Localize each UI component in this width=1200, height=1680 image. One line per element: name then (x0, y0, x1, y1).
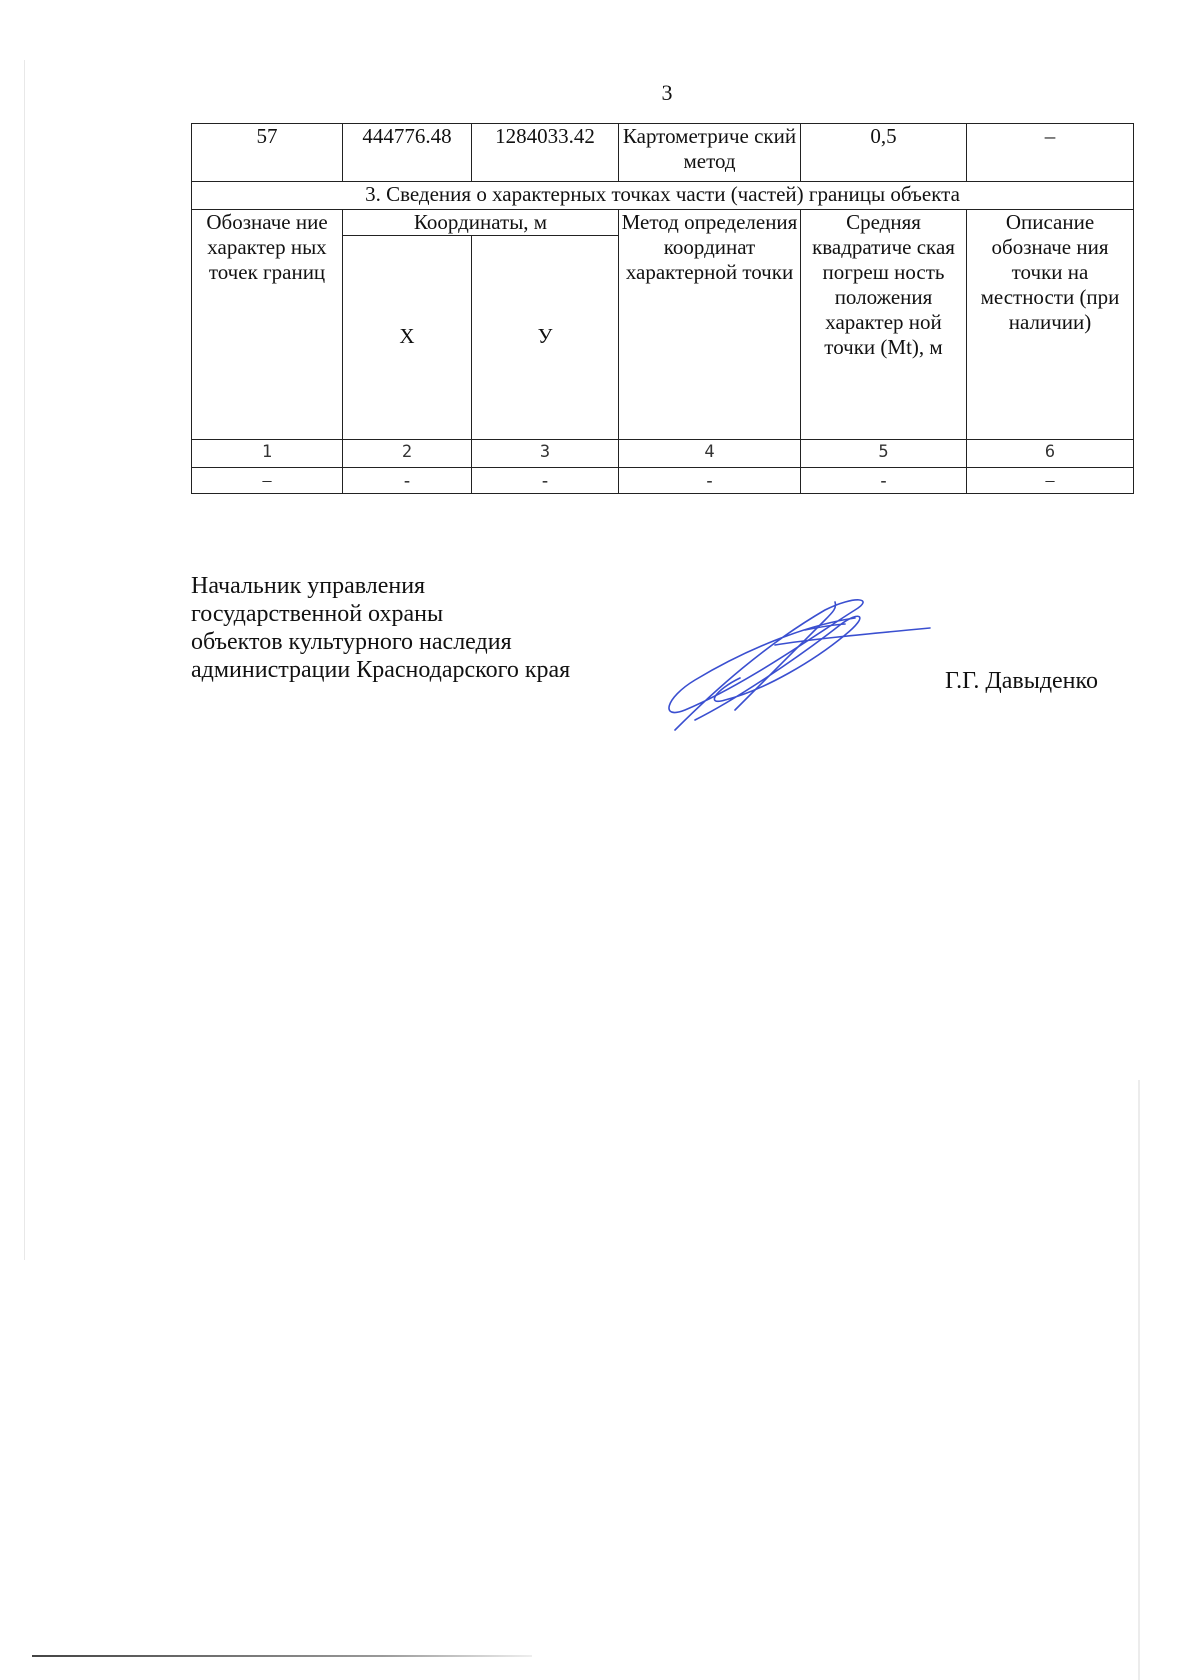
dash-cell: - (343, 468, 472, 494)
header-point-designation: Обозначе ние характер ных точек границ (192, 210, 343, 440)
column-number: 4 (619, 440, 801, 468)
signatory-title-line: администрации Краснодарского края (191, 657, 571, 683)
dash-cell: – (967, 468, 1134, 494)
method-cell: Картометриче ский метод (619, 124, 801, 182)
header-x: Х (399, 324, 415, 348)
dash-cell: - (801, 468, 967, 494)
section-title: 3. Сведения о характерных точках части (частей) границы объекта (192, 182, 1134, 210)
x-value-cell: 444776.48 (343, 124, 472, 182)
header-method: Метод определения координат характерной точки (619, 210, 801, 440)
description-cell: – (967, 124, 1134, 182)
dash-cell: - (619, 468, 801, 494)
header-description: Описание обозначе ния точки на местности (при наличии) (967, 210, 1134, 440)
header-row (192, 210, 1134, 236)
table-row (192, 124, 1134, 182)
header-y-cell (472, 236, 619, 440)
signatory-title-line: Начальник управления (191, 573, 426, 599)
signatory-title-line: объектов культурного наследия (191, 629, 512, 655)
scan-edge (24, 60, 25, 1260)
dash-cell: – (192, 468, 343, 494)
column-number: 5 (801, 440, 967, 468)
error-cell: 0,5 (801, 124, 967, 182)
column-number: 2 (343, 440, 472, 468)
signatory-title (191, 572, 570, 684)
column-number: 1 (192, 440, 343, 468)
column-number-row (192, 440, 1134, 468)
header-mean-error: Средняя квадратиче ская погреш ность положения характер ной точки (Mt), м (801, 210, 967, 440)
table-row (192, 468, 1134, 494)
column-number: 6 (967, 440, 1134, 468)
scan-edge-right (1138, 1080, 1140, 1680)
page-number: 3 (661, 80, 673, 105)
footer-line (32, 1655, 532, 1657)
section-title-row (192, 182, 1134, 210)
header-x-cell (343, 236, 472, 440)
header-coordinates: Координаты, м (343, 210, 619, 236)
dash-cell: - (472, 468, 619, 494)
signatory-name: Г.Г. Давыденко (945, 668, 1098, 694)
boundary-points-table (191, 123, 1134, 494)
y-value-cell: 1284033.42 (472, 124, 619, 182)
handwritten-signature (655, 590, 935, 735)
column-number: 3 (472, 440, 619, 468)
header-y: У (537, 324, 553, 348)
point-id-cell: 57 (192, 124, 343, 182)
signatory-title-line: государственной охраны (191, 601, 444, 627)
